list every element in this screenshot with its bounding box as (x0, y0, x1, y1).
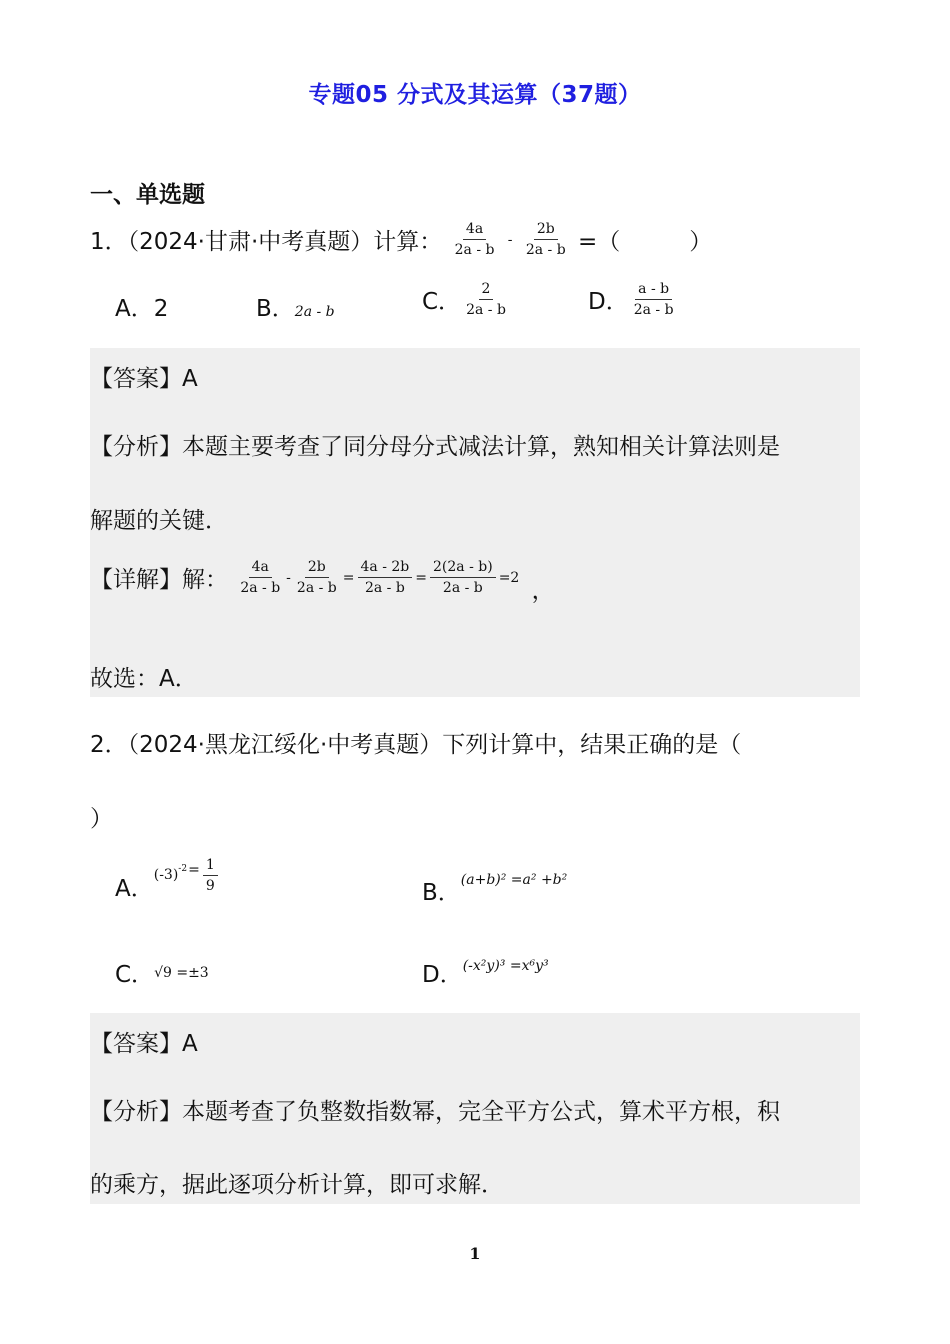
q2-option-a-label: A． (115, 876, 154, 902)
q1-stem-prefix: 1．（2024·甘肃·中考真题）计算： (90, 229, 443, 255)
q1-option-d-fraction (631, 282, 677, 317)
q2-option-d (422, 956, 549, 989)
q1-option-b-math: 2a - b (294, 303, 335, 320)
q1-detail-eq-1: = (342, 569, 355, 586)
q1-option-d-den: 2a - b (633, 302, 674, 318)
page-title: 专题05 分式及其运算（37题） (308, 82, 642, 108)
q2-stem-line-2: ） (90, 806, 113, 832)
q1-detail-b-den: 2a - b (296, 580, 337, 596)
q2-a-num: 1 (203, 858, 218, 876)
q1-detail-c-num: 4a - 2b (358, 560, 413, 578)
q1-detail-d-num: 2(2a - b) (430, 560, 496, 578)
q1-detail-frac-a (237, 560, 283, 595)
q1-option-b (256, 290, 335, 323)
q1-f1-den: 2a - b (454, 242, 495, 258)
q1-option-a-label: A．2 (115, 296, 169, 322)
q2-answer: 【答案】A (90, 1031, 198, 1057)
q1-f1-num: 4a (463, 222, 486, 240)
q1-detail-a-num: 4a (249, 560, 272, 578)
q2-analysis-line-1: 【分析】本题考查了负整数指数幂，完全平方公式，算术平方根，积 (90, 1099, 780, 1125)
q1-option-d-label: D． (588, 289, 629, 315)
q1-option-c-num: 2 (479, 282, 494, 300)
q1-analysis-line-2: 解题的关键． (90, 508, 228, 534)
q1-detail-c-den: 2a - b (364, 580, 405, 596)
q1-detail-a-den: 2a - b (240, 580, 281, 596)
q1-detail-frac-b (294, 560, 340, 595)
q1-fraction-1 (452, 222, 498, 257)
q1-option-c (422, 282, 511, 317)
q2-option-c (115, 956, 209, 989)
q2-a-fraction (203, 858, 218, 893)
q1-detail-b-num: 2b (305, 560, 329, 578)
q1-detail-result: =2 (498, 569, 520, 586)
q2-option-c-math: √9 =±3 (154, 964, 209, 981)
q2-option-b (422, 870, 567, 907)
q1-conclusion: 故选：A． (90, 666, 198, 692)
q1-option-b-label: B． (256, 296, 295, 322)
q2-stem-line-1: 2．（2024·黑龙江绥化·中考真题）下列计算中，结果正确的是（ (90, 732, 742, 758)
q1-detail-frac-c (358, 560, 413, 595)
q1-detail-minus: - (286, 569, 291, 586)
q1-option-c-den: 2a - b (466, 302, 506, 318)
q1-option-c-label: C． (422, 289, 462, 315)
q1-f2-den: 2a - b (525, 242, 566, 258)
q1-detail-suffix: ， (531, 578, 555, 604)
q2-a-base: (-3) (153, 867, 179, 883)
q1-fraction-2 (523, 222, 569, 257)
q1-answer: 【答案】A (90, 366, 198, 392)
section-heading: 一、单选题 (90, 182, 205, 208)
q2-a-exp: -2 (178, 864, 188, 874)
q1-detail (90, 560, 555, 605)
q1-f2-num: 2b (534, 222, 558, 240)
q2-option-a-math (154, 864, 187, 883)
q2-option-b-math: (a+b)² =a² +b² (460, 872, 568, 888)
page-number: 1 (469, 1244, 481, 1263)
q2-option-d-math: (-x²y)³ =x⁶y³ (462, 958, 549, 974)
q1-analysis-line-1: 【分析】本题主要考查了同分母分式减法计算，熟知相关计算法则是 (90, 434, 780, 460)
q2-option-c-label: C． (115, 962, 155, 988)
q1-detail-prefix: 【详解】解： (90, 567, 228, 593)
q1-stem (90, 222, 712, 257)
q1-detail-eq-2: = (415, 569, 427, 586)
q1-option-a (115, 290, 168, 323)
q1-option-d-num: a - b (635, 282, 672, 300)
q2-option-a (115, 857, 220, 903)
q2-a-eq: = (188, 862, 200, 878)
q2-analysis-line-2: 的乘方，据此逐项分析计算，即可求解． (90, 1172, 504, 1198)
q1-option-d (588, 282, 679, 317)
q1-detail-d-den: 2a - b (442, 580, 483, 596)
q1-minus: - (507, 231, 513, 248)
q1-option-c-fraction (463, 282, 509, 317)
q2-a-den: 9 (205, 878, 215, 894)
q2-option-d-label: D． (422, 962, 463, 988)
q1-detail-frac-d (430, 560, 496, 595)
q2-option-b-label: B． (422, 880, 461, 906)
q1-stem-suffix: =（ ） (578, 229, 713, 255)
